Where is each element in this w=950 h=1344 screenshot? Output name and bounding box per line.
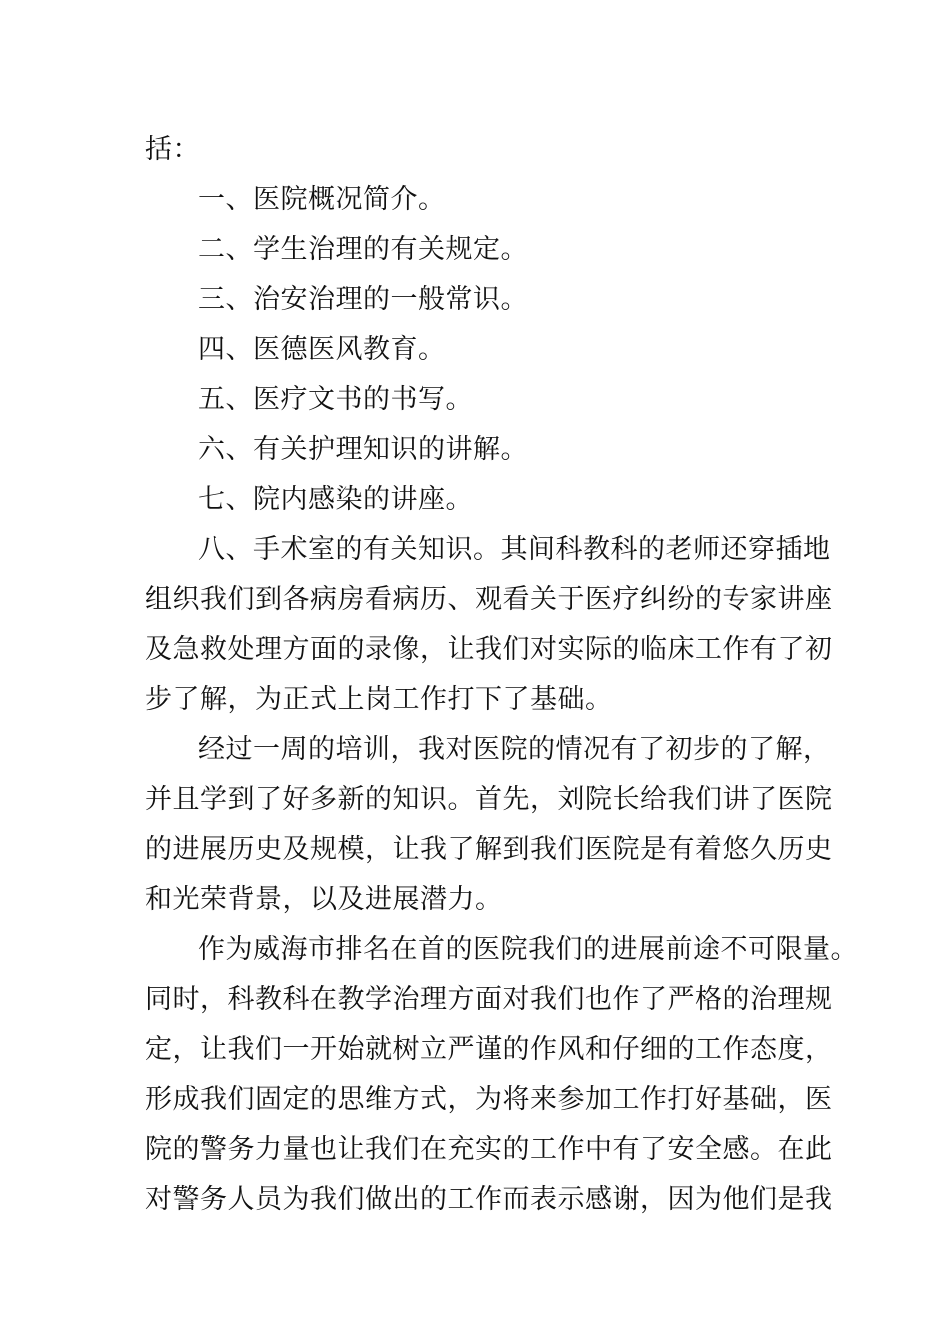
list-item: 七、院内感染的讲座。: [198, 484, 473, 515]
text-line: 及急救处理方面的录像，让我们对实际的临床工作有了初: [145, 634, 833, 665]
paragraph-start: 经过一周的培训，我对医院的情况有了初步的了解，: [198, 734, 831, 765]
list-item: 四、医德医风教育。: [198, 334, 446, 365]
text-line: 的进展历史及规模，让我了解到我们医院是有着悠久历史: [145, 834, 833, 865]
text-line: 和光荣背景，以及进展潜力。: [145, 884, 503, 915]
text-line: 定，让我们一开始就树立严谨的作风和仔细的工作态度，: [145, 1034, 833, 1065]
list-item: 三、治安治理的一般常识。: [198, 284, 528, 315]
text-line: 同时，科教科在教学治理方面对我们也作了严格的治理规: [145, 984, 833, 1015]
text-line: 步了解，为正式上岗工作打下了基础。: [145, 684, 613, 715]
list-item: 一、医院概况简介。: [198, 184, 446, 215]
text-line: 并且学到了好多新的知识。首先，刘院长给我们讲了医院: [145, 784, 833, 815]
text-line: 括：: [145, 134, 200, 165]
text-line: 组织我们到各病房看病历、观看关于医疗纠纷的专家讲座: [145, 584, 833, 615]
list-item: 五、医疗文书的书写。: [198, 384, 473, 415]
paragraph-start: 作为威海市排名在首的医院我们的进展前途不可限量。: [198, 934, 858, 965]
list-item: 八、手术室的有关知识。其间科教科的老师还穿插地: [198, 534, 831, 565]
list-item: 六、有关护理知识的讲解。: [198, 434, 528, 465]
list-item: 二、学生治理的有关规定。: [198, 234, 528, 265]
text-line: 院的警务力量也让我们在充实的工作中有了安全感。在此: [145, 1134, 833, 1165]
text-line: 对警务人员为我们做出的工作而表示感谢，因为他们是我: [145, 1184, 833, 1215]
text-line: 形成我们固定的思维方式，为将来参加工作打好基础，医: [145, 1084, 833, 1115]
